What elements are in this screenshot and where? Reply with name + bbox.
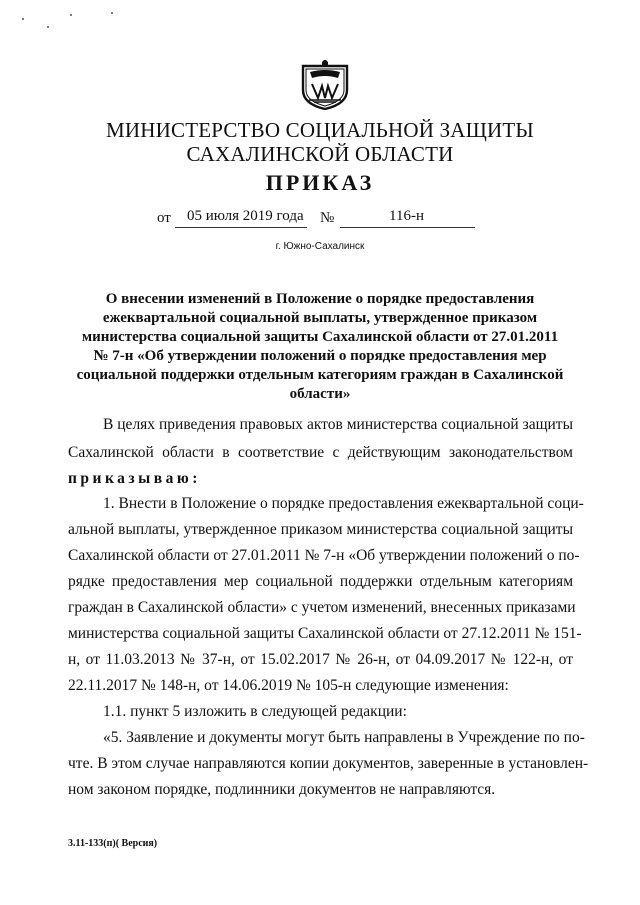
order-number: 116-н [389, 208, 424, 224]
item1-line: граждан в Сахалинской области» с учетом изменений, внесенных приказами [68, 599, 576, 616]
intro-line: Сахалинской области в соответствие с действующим законодательством [68, 444, 573, 461]
item1-line: рядке предоставления мер социальной поддержки отдельным категориям [68, 573, 573, 590]
scan-speck [70, 14, 72, 16]
number-underline [340, 227, 475, 228]
subject-line: министерства социальной защиты Сахалинской области от 27.01.2011 [81, 329, 559, 345]
date-prefix: от [157, 210, 171, 226]
item1-line: 1. Внести в Положение о порядке предоставления ежеквартальной соци- [103, 495, 584, 512]
ministry-name-line-1: МИНИСТЕРСТВО СОЦИАЛЬНОЙ ЗАЩИТЫ [106, 118, 534, 142]
item1-1-line: 1.1. пункт 5 изложить в следующей редакции: [103, 703, 407, 720]
quote-line: «5. Заявление и документы могут быть направлены в Учреждение по по- [103, 729, 585, 746]
document-type-title: ПРИКАЗ [265, 170, 375, 195]
subject-line: области» [289, 386, 351, 402]
subject-line: ежеквартальной социальной выплаты, утвержденное приказом [102, 310, 538, 326]
date-underline [175, 227, 307, 228]
item1-line: министерства социальной защиты Сахалинской области от 27.12.2011 № 151- [68, 625, 582, 642]
item1-line: 22.11.2017 № 148-н, от 14.06.2019 № 105-н следующие изменения: [68, 677, 509, 694]
scan-speck [22, 18, 24, 20]
order-word: приказываю: [68, 470, 201, 487]
sakhalin-coat-of-arms-icon [300, 60, 350, 110]
footer-document-code: 3.11-133(п)( Версия) [68, 838, 158, 849]
city-name: г. Южно-Сахалинск [275, 241, 365, 252]
item1-line: н, от 11.03.2013 № 37-н, от 15.02.2017 № 26-н, от 04.09.2017 № 122-н, от [68, 651, 573, 668]
subject-line: социальной поддержки отдельным категориям граждан в Сахалинской [76, 367, 564, 383]
intro-line: В целях приведения правовых актов министерства социальной защиты [103, 416, 573, 433]
item1-line: альной выплаты, утвержденное приказом министерства социальной защиты [68, 521, 573, 538]
subject-line: № 7-н «Об утверждении положений о порядке предоставления мер [93, 348, 547, 364]
quote-line: ном законом порядке, подлинники документов не направляются. [68, 781, 496, 798]
number-prefix: № [320, 210, 335, 226]
item1-line: Сахалинской области от 27.01.2011 № 7-н «Об утверждении положений о по- [68, 547, 580, 564]
scan-speck [111, 12, 113, 14]
ministry-name-line-2: САХАЛИНСКОЙ ОБЛАСТИ [186, 142, 454, 166]
scan-speck [47, 26, 49, 28]
order-date: 05 июля 2019 года [187, 208, 304, 224]
quote-line: чте. В этом случае направляются копии документов, заверенные в установлен- [68, 755, 589, 772]
subject-line: О внесении изменений в Положение о порядке предоставления [105, 291, 535, 307]
